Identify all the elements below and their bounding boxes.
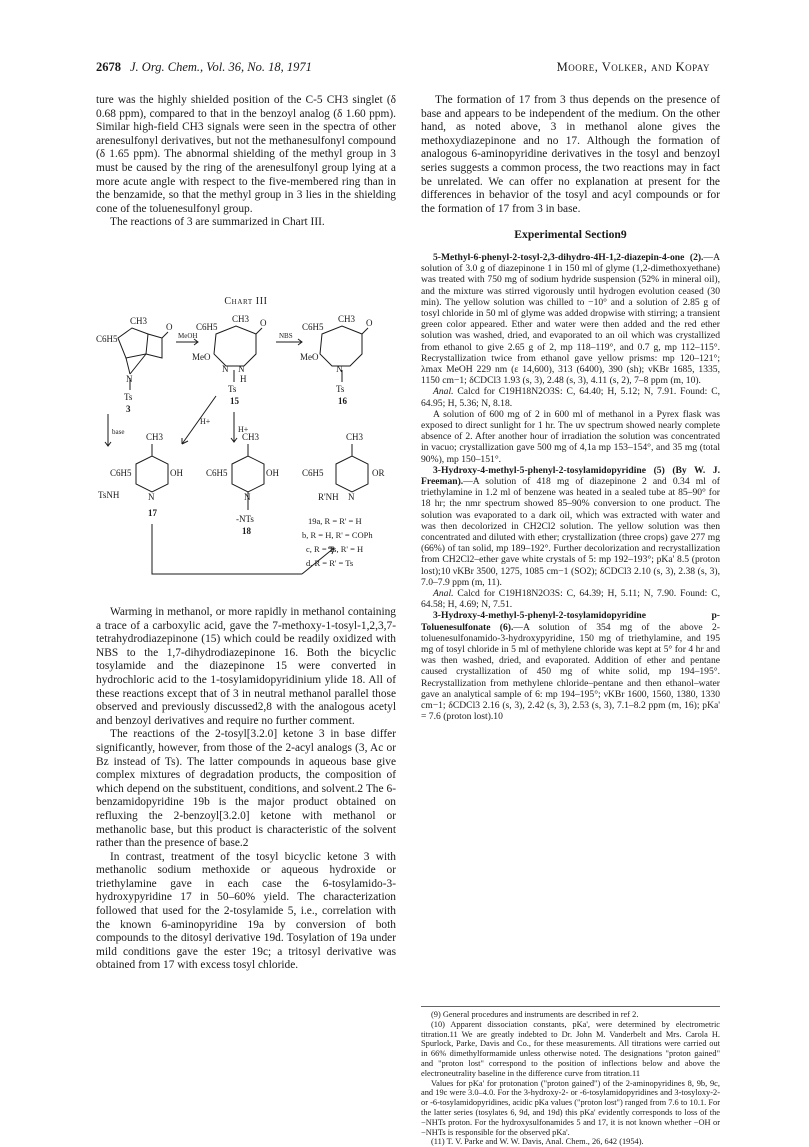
paragraph-text: Calcd for C19H18N2O3S: C, 64.39; H, 5.11; N, 7.90. Found: C, 64.58; H, 4.69; N, 7.51.: [421, 588, 720, 611]
label-17-c6h5: C6H5: [110, 468, 132, 478]
label-17-ch3: CH3: [146, 432, 164, 442]
label-19-c6h5: C6H5: [302, 468, 324, 478]
body-paragraph: The reactions of 3 are summarized in Chart III.: [110, 216, 325, 229]
chart-title: Chart III: [224, 296, 268, 307]
label-17-oh: OH: [170, 468, 183, 478]
label-15-n1: N: [222, 364, 229, 374]
arrow-hplus-label: H+: [238, 425, 249, 434]
label-3-o: O: [166, 322, 173, 332]
label-19-or: OR: [372, 468, 385, 478]
arrow-base-label: base: [112, 428, 125, 436]
compound-15-number: 15: [230, 396, 239, 406]
experimental-paragraph: [421, 465, 720, 588]
compound-19a-label: 19a, R = R' = H: [308, 516, 362, 526]
section-heading: Experimental Section9: [514, 228, 627, 242]
label-15-ts: Ts: [228, 384, 237, 394]
paragraph-text: —A solution of 354 mg of the above 2-toluenesulfonamido-3-hydroxypyridine, 150 mg of triethylamine, and 195 mg of tosyl chloride in 5 ml of methylene chloride was kept at 5° for 4 hr and was then washed, dried, and evaporated. Addition of ether and pentane caused crystallization of 450 mg of white solid, mp 194–195°. Recrystallization from methylene chloride–pentane and then ethanol–water gave an analytical sample of 6: mp 194–195°; νKBr 1600, 1560, 1380, 1330 cm−1; δCDCl3 2.16 (s, 3), 2.42 (s, 3), 2.53 (s, 3), 7.1–8.2 ppm (m, 16); pKa' = 7.6 (proton lost).10: [421, 621, 720, 723]
journal-citation: J. Org. Chem., Vol. 36, No. 18, 1971: [130, 60, 312, 74]
label-16-ts: Ts: [336, 384, 345, 394]
label-15-h: H: [240, 374, 247, 384]
experimental-paragraph: [421, 409, 720, 465]
experimental-section: [421, 252, 720, 723]
label-19-n: N: [348, 492, 355, 502]
experimental-paragraph: [421, 386, 720, 408]
left-column-top: [96, 94, 396, 230]
label-16-o: O: [366, 318, 373, 328]
label-19-ch3: CH3: [346, 432, 364, 442]
paragraph-text: —A solution of 418 mg of diazepinone 2 and 0.34 ml of triethylamine in 1.2 ml of benzene was heated in a sealed tube at 85–90° for 18 hr; the nmr spectrum showed 85–90% conversion to one product. The solution was evaporated to a dark oil, which was extracted with water and was then decolorized in CH2Cl2 solution. The yellow solution was then concentrated and diluted with ether; crystallization (three crops) gave 277 mg (66%) of tan solid, mp 189–192°. Further decolorization and recrystallization from CH2Cl2–ether gave white crystals of 5: mp 192–193°; pKa' 8.5 (proton lost);10 νKBr 3500, 1275, 1085 cm−1 (SO2); δCDCl3 2.10 (s, 3), 2.38 (s, 3), 7.0–7.9 ppm (m, 11).: [421, 476, 720, 588]
label-18-oh: OH: [266, 468, 279, 478]
left-column-bottom: [96, 606, 396, 973]
footnotes: [421, 1006, 720, 1147]
label-16-meo: MeO: [300, 352, 319, 362]
footnote: Values for pKa' for protonation ("proton gained") of the 2-aminopyridines 8, 9b, 9c, and 19c were 3.0–4.0. For the 3-hydroxy-2- or -6-tosylamidopyridines and 3-tosyloxy-2- or -6-tosylamidopyridines, acidic pKa values ("proton lost") ranged from 7.6 to 10.1. For the latter series (tosylates 6, 9d, and 19d) this pKa' evidently corresponds to loss of the −NHTs proton. For the hydroxysulfonamides 5 and 17, it is not known whether −OH or −NHTs is responsible for the observed pKa'.: [421, 1078, 720, 1137]
body-paragraph: The reactions of the 2-tosyl[3.2.0] ketone 3 in base differ significantly, however, from those of the 2-acyl analogs (3, Ac or Bz instead of Ts). The latter compounds in aqueous base give complex mixtures of degradation products, the composition of which depend on the substituent, conditions, and solvent.2 The 6-benzamidopyridine 19b is the major product obtained on refluxing the 2-benzoyl[3.2.0] ketone with methanol or methanolic base, but this product is characteristic of the solvent rather than the presence of base.2: [96, 728, 396, 850]
experimental-paragraph: [421, 610, 720, 722]
running-authors: Moore, Volker, and Kopay: [556, 60, 710, 74]
arrow-hplus-diag-label: H+: [200, 417, 211, 426]
label-3-c6h5: C6H5: [96, 334, 118, 344]
reaction-scheme: [96, 312, 396, 602]
label-15-c6h5: C6H5: [196, 322, 218, 332]
compound-17-number: 17: [148, 508, 157, 518]
body-paragraph: ture was the highly shielded position of the C-5 CH3 singlet (δ 0.68 ppm), compared to that in the benzoyl analog (δ 1.60 ppm). Similar high-field CH3 signals were seen in the spectra of other arenesulfonyl derivatives, but not the methanesulfonyl compound (δ 1.65 ppm). The abnormal shielding of the methyl group in 3 must be caused by the ring of the arenesulfonyl group lying at a more acute angle with respect to the five-membered ring than in the benzamide, so that the methyl group in 3 lies in the shielding cone of the toluenesulfonyl group.: [96, 94, 396, 215]
label-16-c6h5: C6H5: [302, 322, 324, 332]
paragraph-text: A solution of 600 mg of 2 in 600 ml of methanol in a Pyrex flask was exposed to direct sunlight for 1 hr. The uv spectrum showed nearly complete absence of 2. After another hour of irradiation the solution was concentrated in vacuo; crystallization gave 500 mg of 4,1a mp 153–154°, and 35 mg (total 90%), mp 150–151°.: [421, 408, 720, 465]
compound-title: 3-Hydroxy-4-methyl-5-phenyl-2-tosylamidopyridine (5) (By W. J. Freeman).: [421, 464, 720, 487]
label-18-nts: -NTs: [236, 514, 254, 524]
structure-17-ring: [136, 456, 168, 492]
label-3-ts: Ts: [124, 392, 133, 402]
label-3-ch3: CH3: [130, 316, 148, 326]
label-18-c6h5: C6H5: [206, 468, 228, 478]
label-15-n2: N: [238, 364, 245, 374]
label-15-o: O: [260, 318, 267, 328]
compound-title: 5-Methyl-6-phenyl-2-tosyl-2,3-dihydro-4H-1,2-diazepin-4-one (2).: [433, 251, 704, 263]
body-paragraph: Warming in methanol, or more rapidly in methanol containing a trace of a carboxylic acid, gave the 7-methoxy-1-tosyl-1,2,3,7-tetrahydrodiazepinone (15) which could be readily oxidized with NBS to the 1,7-dihydrodiazepinone 16. Both the bicyclic tosylamide and the diazepinone 15 were converted in hydrochloric acid to the 1-tosylamidopyridinium ylide 18. All of these reactions except that of 3 in neutral methanol parallel those observed and previously discussed2,8 with the analogous acetyl and benzoyl derivatives and require no further comment.: [96, 606, 396, 727]
label-17-tsnh: TsNH: [98, 490, 120, 500]
body-paragraph: In contrast, treatment of the tosyl bicyclic ketone 3 with methanolic sodium methoxide or aqueous hydroxide or triethylamine gave in each case the 6-tosylamido-3-hydroxypyridine 17 in 50–60% yield. The characterization followed that used for the 2-tosylamide 5, i.e., correlation with the known 6-aminopyridine 19a by conversion of both compounds to the ditosyl derivative 19d. Tosylation of 19a under mild conditions gave the ester 19c; a tritosyl derivative was obtained from 17 with excess tosyl chloride.: [96, 850, 396, 972]
label-15-meo: MeO: [192, 352, 211, 362]
footnote: (11) T. V. Parke and W. W. Davis, Anal. Chem., 26, 642 (1954).: [431, 1137, 644, 1147]
compound-18-number: 18: [242, 526, 251, 536]
anal-label: Anal.: [433, 386, 454, 398]
structure-19-ring: [336, 456, 368, 492]
label-16-n: N: [336, 364, 343, 374]
body-paragraph: The formation of 17 from 3 thus depends on the presence of base and appears to be independent of the medium. On the other hand, as noted above, 3 in methanol alone gives the methoxydiazepinone and no 17. Although the formation of analogous 6-aminopyridine derivatives in the tosyl and benzoyl series suggests a common process, the two reactions may in fact be unrelated. We can offer no explanation at present for the differences in behavior of the tosyl and acyl compounds or for the formation of 17 from 3 in base.: [421, 94, 720, 215]
compound-19b-label: b, R = H, R' = COPh: [302, 530, 373, 540]
label-16-ch3: CH3: [338, 314, 356, 324]
footnote: (10) Apparent dissociation constants, pKa', were determined by electrometric titration.11 We are greatly indebted to Dr. John M. Vanderbelt and Mrs. Carola H. Spurlock, Parke, Davis and Co., for these measurements. All titrations were carried out in 66% dimethylformamide unless otherwise noted. The designations "proton gained" and "proton lost" correspond to the position of inflections below and above the electroneutrality baseline in the difference curve from titration.11: [421, 1019, 720, 1078]
label-18-ch3: CH3: [242, 432, 260, 442]
reaction-scheme-drawing: [96, 312, 396, 602]
label-15-ch3: CH3: [232, 314, 250, 324]
compound-19d-label: d, R = R' = Ts: [306, 558, 354, 568]
paragraph-text: Calcd for C19H18N2O3S: C, 64.40; H, 5.12; N, 7.91. Found: C, 64.95; H, 5.36; N, 8.18.: [421, 386, 720, 409]
experimental-paragraph: [421, 252, 720, 386]
structure-16-ring: [320, 326, 362, 366]
page-header: [96, 60, 710, 78]
compound-16-number: 16: [338, 396, 347, 406]
label-18-n: N: [244, 492, 251, 502]
arrow-meoh-label: MeOH: [178, 332, 198, 340]
experimental-paragraph: [421, 588, 720, 610]
arrow-nbs-label: NBS: [279, 332, 293, 340]
right-column: [421, 94, 720, 722]
label-3-n: N: [126, 374, 133, 384]
compound-19c-label: c, R = Ts, R' = H: [306, 544, 364, 554]
page-number: 2678: [96, 60, 121, 74]
label-19-rnh: R'NH: [318, 492, 339, 502]
label-17-n: N: [148, 492, 155, 502]
structure-15-ring: [214, 326, 256, 366]
compound-3-number: 3: [126, 404, 131, 414]
structure-3-ring: [118, 328, 148, 358]
paragraph-text: —A solution of 3.0 g of diazepinone 1 in 150 ml of glyme (1,2-dimethoxyethane) was treated with 750 mg of sodium hydride suspension (52% in mineral oil), and the mixture was stirred vigorously until hydrogen evolution ceased (30 min). The yellow solution was chilled to −10° and a solution of 2.85 g of tosyl chloride in 50 ml of glyme was added dropwise with stirring; a transient green color appeared. Ether and water were then added and the red ether solution was washed, dried, and evaporated to an oil which was crystallized from ethanol to give 2.65 g of 2, mp 118–119°, and 0.7 g, mp 112–115°. Recrystallization twice from ethanol gave yellow prisms: mp 120–121°; λmax MeOH 229 nm (ε 14,600), 313 (6400), 390 (sh); νKBr 1685, 1335, 1150 cm−1; δCDCl3 1.93 (s, 3), 2.48 (s, 3), 4.11 (s, 2), 7–8 ppm (m, 10).: [421, 251, 720, 387]
structure-18-ring: [232, 456, 264, 492]
compound-title: 3-Hydroxy-4-methyl-5-phenyl-2-tosylamidopyridine p-Toluenesulfonate (6).: [421, 610, 720, 633]
footnote: (9) General procedures and instruments are described in ref 2.: [431, 1010, 639, 1019]
anal-label: Anal.: [433, 588, 454, 600]
